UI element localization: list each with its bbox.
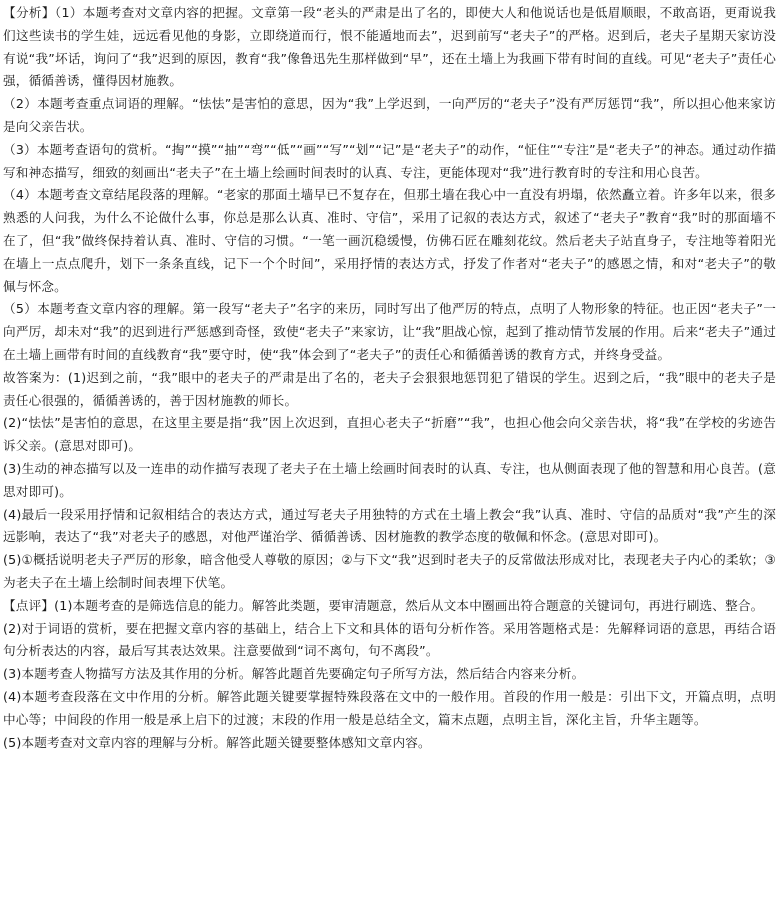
answer-paragraph-3: (3)生动的神态描写以及一连串的动作描写表现了老夫子在土墙上绘画时间表时的认真、专注，也从侧面表现了他的智慧和用心良苦。(意思对即可)。 [3, 460, 776, 499]
analysis-paragraph-1: 【分析】（1）本题考查对文章内容的把握。文章第一段“老头的严肃是出了名的，即使大人和他说话也是低眉顺眼，不敢高语，更甭说我们这些读书的学生娃，远远看见他的身影，立即绕道而行，恨不能遁地而去”，迟到前写“老夫子”的严格。迟到后，老夫子星期天家访没有说“我”坏话，询问了“我”迟到的原因，教育“我”像鲁迅先生那样做到“早”，还在土墙上为我画下带有时间的直线。可见“老夫子”责任心强，循循善诱，懂得因材施教。 [3, 5, 776, 89]
answer-paragraph-2: (2)“怯怯”是害怕的意思，在这里主要是指“我”因上次迟到，直担心老夫子“折磨”“我”，也担心他会向父亲告状，将“我”在学校的劣迹告诉父亲。(意思对即可)。 [3, 415, 776, 454]
comment-paragraph-1: 【点评】(1)本题考查的是筛选信息的能力。解答此类题，要审清题意，然后从文本中圈画出符合题意的关键词句，再进行刷选、整合。 [3, 597, 764, 613]
comment-paragraph-2: (2)对于词语的赏析，要在把握文章内容的基础上，结合上下文和具体的语句分析作答。采用答题格式是：先解释词语的意思，再结合语句分析表达的内容，最后写其表达效果。注意要做到“词不离句，句不离段”。 [3, 620, 776, 659]
analysis-paragraph-2: （2）本题考查重点词语的理解。“怯怯”是害怕的意思，因为“我”上学迟到，一向严厉的“老夫子”没有严厉惩罚“我”，所以担心他来家访是向父亲告状。 [3, 96, 776, 134]
answer-paragraph-4: (4)最后一段采用抒情和记叙相结合的表达方式，通过写老夫子用独特的方式在土墙上教会“我”认真、准时、守信的品质对“我”产生的深远影响，表达了“我”对老夫子的感恩，对他严谨治学、循循善诱、因材施教的教学态度的敬佩和怀念。(意思对即可)。 [3, 506, 776, 545]
comment-paragraph-3: (3)本题考查人物描写方法及其作用的分析。解答此题首先要确定句子所写方法，然后结合内容来分析。 [3, 666, 585, 682]
analysis-paragraph-3: （3）本题考查语句的赏析。“掏”“摸”“抽”“弯”“低”“画”“写”“划”“记”是“老夫子”的动作，“怔住”“专注”是“老夫子”的神态。通过动作描写和神态描写，细致的刻画出“老夫子”在土墙上绘画时间表时的认真、专注，更能体现对“我”进行教育时的专注和用心良苦。 [3, 141, 776, 180]
comment-paragraph-5: (5)本题考查对文章内容的理解与分析。解答此题关键要整体感知文章内容。 [3, 734, 431, 750]
analysis-paragraph-4: （4）本题考查文章结尾段落的理解。“老家的那面土墙早已不复存在，但那土墙在我心中一直没有坍塌，依然矗立着。许多年以来，很多熟悉的人问我，为什么不论做什么事，你总是那么认真、准时、守信”，采用了记叙的表达方式，叙述了“老夫子”教育“我”时的那面墙不在了，但“我”做终保持着认真、准时、守信的习惯。“一笔一画沉稳缓慢，仿佛石匠在雕刻花纹。然后老夫子站直身子，专注地等着阳光在墙上一点点爬升，划下一条条直线，记下一个个时间”，采用抒情的表达方式，抒发了作者对“老夫子”的感恩之情，和对“老夫子”的敬佩与怀念。 [3, 187, 776, 294]
answer-paragraph-1: 故答案为：(1)迟到之前，“我”眼中的老夫子的严肃是出了名的，老夫子会狠狠地惩罚犯了错误的学生。迟到之后，“我”眼中的老夫子是责任心很强的，循循善诱的，善于因材施教的师长。 [3, 369, 776, 408]
analysis-paragraph-5: （5）本题考查文章内容的理解。第一段写“老夫子”名字的来历，同时写出了他严厉的特点，点明了人物形象的特征。也正因“老夫子”一向严厉，却未对“我”的迟到进行严惩感到奇怪，致使“老夫子”来家访，让“我”胆战心惊，起到了推动情节发展的作用。后来“老夫子”通过在土墙上画带有时间的直线教育“我”要守时，使“我”体会到了“老夫子”的责任心和循循善诱的教育方式，并终身受益。 [3, 301, 776, 362]
comment-paragraph-4: (4)本题考查段落在文中作用的分析。解答此题关键要掌握特殊段落在文中的一般作用。首段的作用一般是：引出下文，开篇点明，点明中心等；中间段的作用一般是承上启下的过渡；末段的作用一般是总结全文，篇末点题，点明主旨，深化主旨，升华主题等。 [3, 688, 776, 727]
answer-paragraph-5: (5)①概括说明老夫子严厉的形象，暗含他受人尊敬的原因；②与下文“我”迟到时老夫子的反常做法形成对比，表现老夫子内心的柔软；③为老夫子在土墙上绘制时间表埋下伏笔。 [3, 552, 776, 590]
